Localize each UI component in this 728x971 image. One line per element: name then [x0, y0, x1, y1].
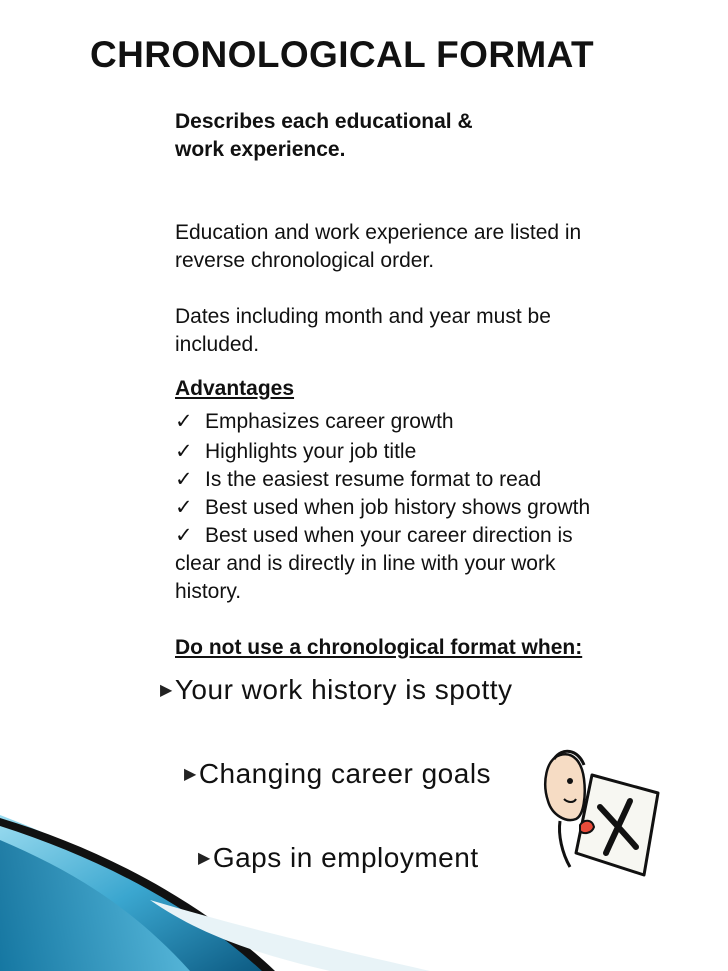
checkmark-icon: ✓: [175, 496, 193, 519]
advantages-heading: Advantages: [175, 377, 295, 400]
bullet-text: Gaps in employment: [212, 842, 479, 873]
paragraph-line: Dates including month and year must be: [175, 305, 551, 328]
advantage-text: Best used when your career direction is: [205, 524, 573, 547]
arrow-bullet-icon: ▶: [198, 850, 211, 867]
bullet-item: [184, 758, 491, 790]
advantage-item: [175, 522, 675, 606]
bullet-text: Your work history is spotty: [174, 674, 513, 705]
advantage-text: Emphasizes career growth: [205, 410, 454, 433]
person-with-x-sign-clipart: [540, 735, 670, 885]
checkmark-icon: ✓: [175, 410, 193, 433]
paragraph-line: reverse chronological order.: [175, 249, 435, 272]
advantage-item: [175, 438, 416, 466]
checkmark-icon: ✓: [175, 468, 193, 491]
description-line: work experience.: [175, 138, 346, 161]
advantage-text: Highlights your job title: [205, 440, 417, 463]
arrow-bullet-icon: ▶: [160, 682, 173, 699]
bullet-item: [160, 674, 513, 706]
do-not-use-heading: Do not use a chronological format when:: [175, 636, 583, 659]
arrow-bullet-icon: ▶: [184, 766, 197, 783]
paragraph-line: included.: [175, 333, 260, 356]
bullet-text: Changing career goals: [198, 758, 492, 789]
description-line: Describes each educational &: [175, 110, 473, 133]
advantage-text: history.: [175, 580, 242, 603]
advantage-item: [175, 466, 541, 494]
paragraph-dates: [175, 303, 551, 359]
bullet-item: [198, 842, 479, 874]
advantage-text: clear and is directly in line with your work: [175, 552, 556, 575]
advantage-item: [175, 494, 590, 522]
slide-title: CHRONOLOGICAL FORMAT: [90, 34, 595, 75]
advantage-text: Is the easiest resume format to read: [205, 468, 542, 491]
checkmark-icon: ✓: [175, 440, 193, 463]
paragraph-reverse-order: [175, 219, 581, 275]
paragraph-line: Education and work experience are listed in: [175, 221, 582, 244]
description: [175, 108, 473, 164]
advantage-item: [175, 408, 454, 436]
checkmark-icon: ✓: [175, 524, 193, 547]
advantage-text: Best used when job history shows growth: [205, 496, 591, 519]
